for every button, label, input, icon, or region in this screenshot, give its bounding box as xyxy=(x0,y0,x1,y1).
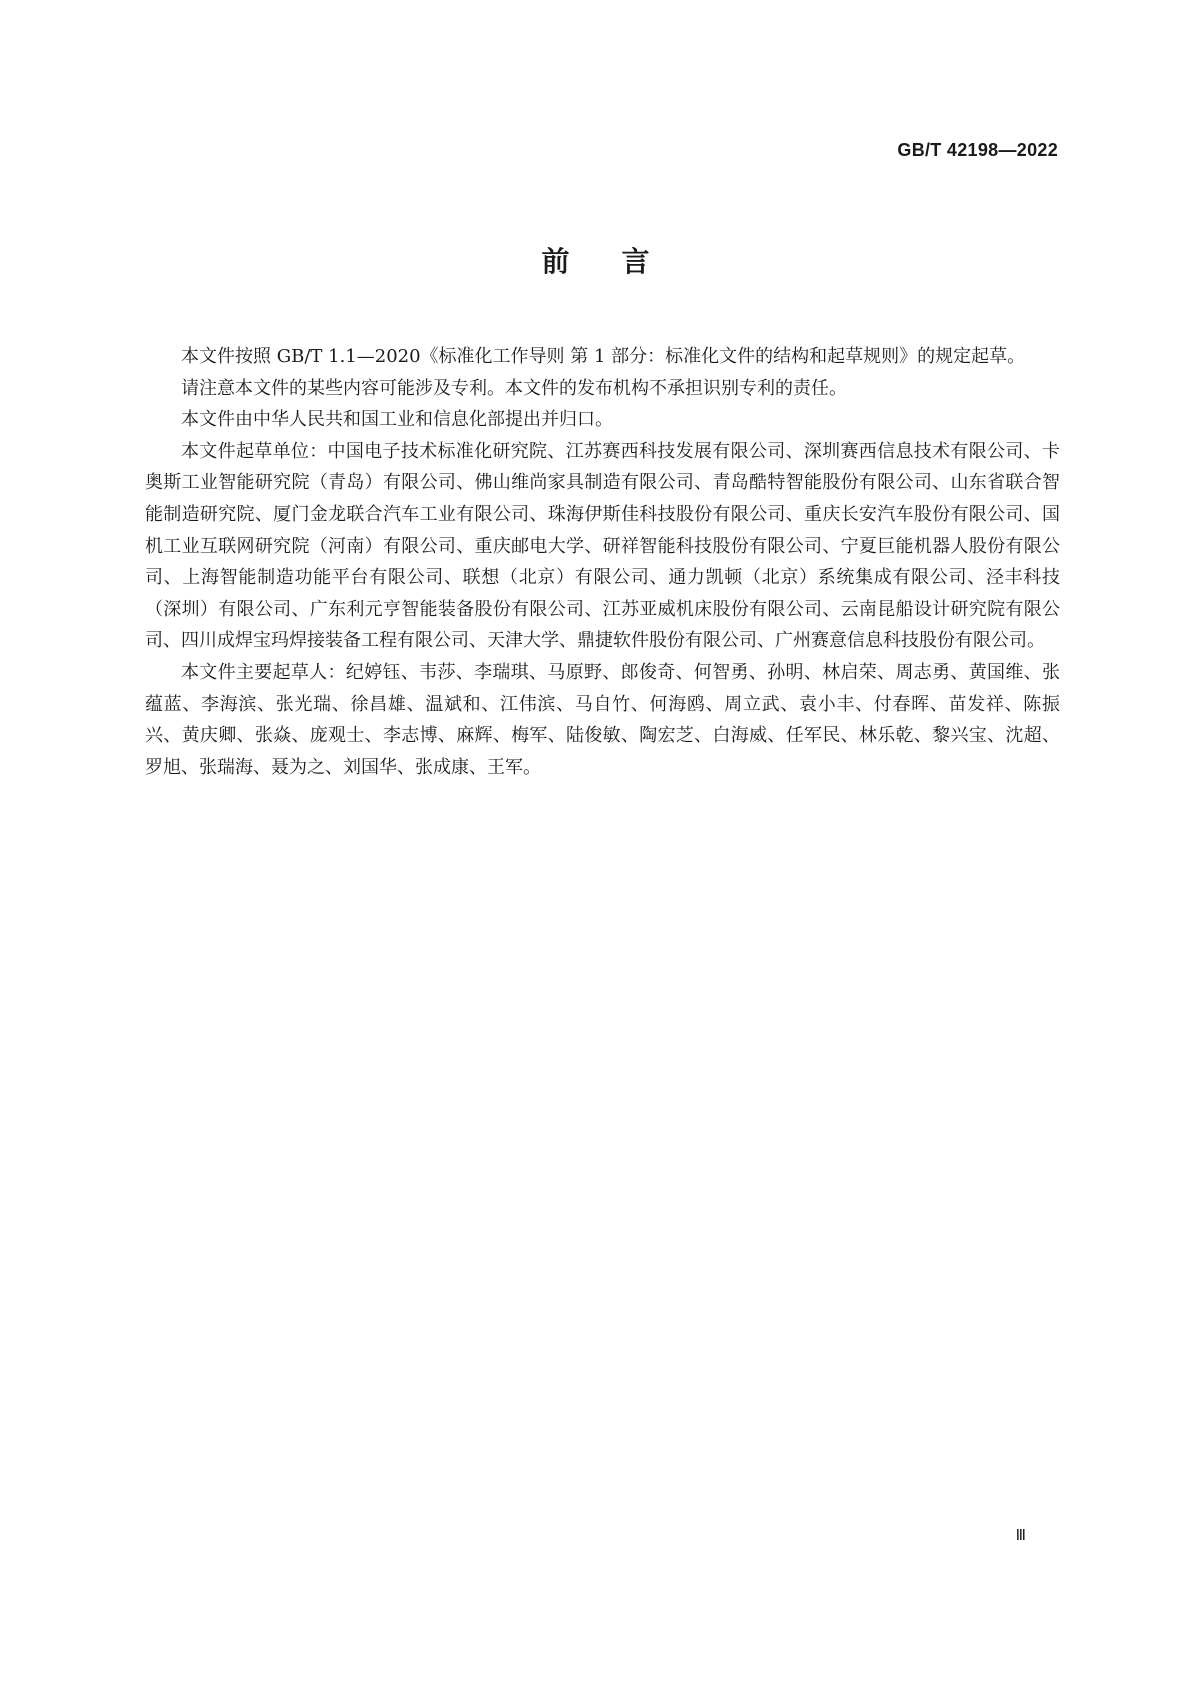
paragraph-patent-notice: 请注意本文件的某些内容可能涉及专利。本文件的发布机构不承担识别专利的责任。 xyxy=(181,377,847,399)
document-body xyxy=(145,341,1060,783)
paragraph-drafting-rules: 本文件按照 GB/T 1.1—2020《标准化工作导则 第 1 部分：标准化文件的结构和起草规则》的规定起草。 xyxy=(181,346,1026,367)
page-title: 前言 xyxy=(541,245,702,278)
page-number: Ⅲ xyxy=(1015,1526,1026,1544)
paragraph-drafting-organizations: 本文件起草单位：中国电子技术标准化研究院、江苏赛西科技发展有限公司、深圳赛西信息技术有限公司、卡奥斯工业智能研究院（青岛）有限公司、佛山维尚家具制造有限公司、青岛酷特智能股份有限公司、山东省联合智能制造研究院、厦门金龙联合汽车工业有限公司、珠海伊斯佳科技股份有限公司、重庆长安汽车股份有限公司、国机工业互联网研究院（河南）有限公司、重庆邮电大学、研祥智能科技股份有限公司、宁夏巨能机器人股份有限公司、上海智能制造功能平台有限公司、联想（北京）有限公司、通力凯顿（北京）系统集成有限公司、泾丰科技（深圳）有限公司、广东利元亨智能装备股份有限公司、江苏亚威机床股份有限公司、云南昆船设计研究院有限公司、四川成焊宝玛焊接装备工程有限公司、天津大学、鼎捷软件股份有限公司、广州赛意信息科技股份有限公司。 xyxy=(145,440,1060,652)
standard-number: GB/T 42198—2022 xyxy=(897,140,1058,160)
paragraph-drafters: 本文件主要起草人：纪婷钰、韦莎、李瑞琪、马原野、郎俊奇、何智勇、孙明、林启荣、周志勇、黄国维、张蕴蓝、李海滨、张光瑞、徐昌雄、温斌和、江伟滨、马自竹、何海鸥、周立武、袁小丰、付春晖、苗发祥、陈振兴、黄庆卿、张焱、庞观士、李志博、麻辉、梅军、陆俊敏、陶宏芝、白海威、任军民、林乐乾、黎兴宝、沈超、罗旭、张瑞海、聂为之、刘国华、张成康、王军。 xyxy=(145,661,1060,778)
paragraph-proposer: 本文件由中华人民共和国工业和信息化部提出并归口。 xyxy=(181,409,613,431)
